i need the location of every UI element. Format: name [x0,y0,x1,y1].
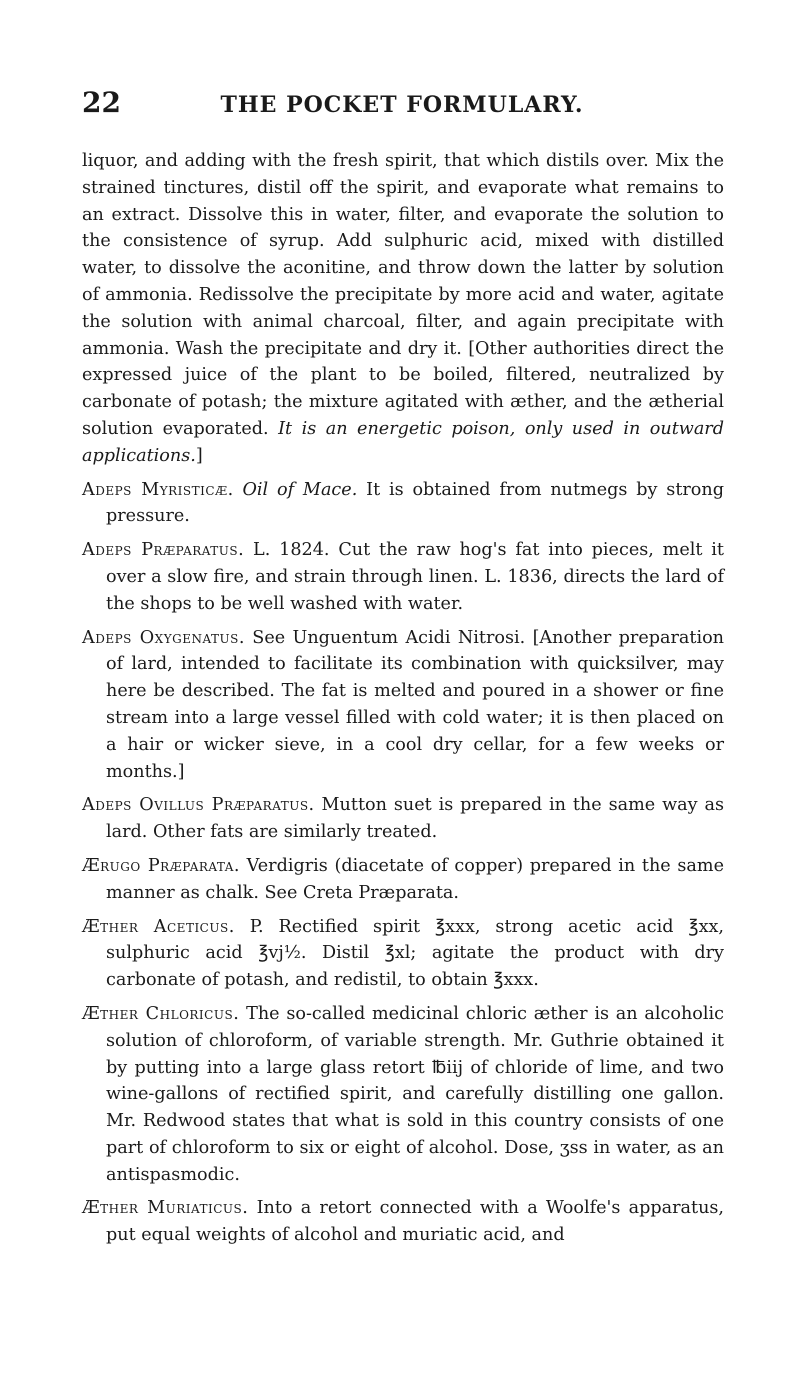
entry-adeps-ovillus [82,792,724,846]
entry-text: L. 1824. Cut the raw hog's fat into pieces, melt it over a slow fire, and strain through linen. L. 1836, directs the lard of the shops to be well washed with water. [106,540,725,614]
entry-head: Adeps Præparatus. [82,540,245,561]
body-text [82,148,724,1256]
entry-text: See Unguentum Acidi Nitrosi. [Another preparation of lard, intended to facilitate its combination with quicksilver, may here be described. The fat is melted and poured in a shower or fine stream into a large vessel filled with cold water; it is then placed on a hair or wicker sieve, in a cool dry cellar, for a few weeks or months.] [106,627,724,782]
entry-head: Ærugo Præparata. [82,855,241,876]
entry-text: P. Rectified spirit ℥xxx, strong acetic acid ℥xx, sulphuric acid ℥vj½. Distil ℥xl; agitate the product with dry carbonate of potash, and redistil, to obtain ℥xxx. [106,916,725,991]
entry-italic: Oil of Mace. [242,479,358,500]
entry-head: Æther Muriaticus. [82,1198,249,1219]
entry-head: Æther Aceticus. [82,916,235,937]
entry-text: It is obtained from nutmegs by strong pressure. [106,479,724,527]
entry-head: Æther Chloricus. [82,1003,240,1024]
intro-paragraph [82,148,724,470]
entry-text: The so-called medicinal chloric æther is an alcoholic solution of chloroform, of variable strength. Mr. Guthrie obtained it by putting into a large glass retort ℔iij of chloride of lime, and two wine-gallons of rectified spirit, and carefully distilling one gallon. Mr. Redwood states that what is sold in this country consists of one part of chloroform to six or eight of alcohol. Dose, ʒss in water, as an antispasmodic. [106,1003,725,1185]
intro-italic: It is an energetic poison, only used in outward applications. [82,418,724,466]
entry-head: Adeps Myristicæ. [82,479,234,500]
entry-aether-muriaticus [82,1195,724,1249]
page-number: 22 [82,86,121,119]
entry-adeps-oxygenatus [82,625,724,786]
entry-head: Adeps Ovillus Præparatus. [82,795,315,816]
entry-adeps-myristicae [82,477,724,531]
entry-aether-chloricus [82,1001,724,1189]
entry-text: Into a retort connected with a Woolfe's apparatus, put equal weights of alcohol and muriatic acid, and [106,1198,725,1246]
running-title: THE POCKET FORMULARY. [220,92,584,118]
intro-text: liquor, and adding with the fresh spirit, that which distils over. Mix the strained tinctures, distil off the spirit, and evaporate what remains to an extract. Dissolve this in water, filter, and evaporate the solution to the consistence of syrup. Add sulphuric acid, mixed with distilled water, to dissolve the aconitine, and throw down the latter by solution of ammonia. Redissolve the precipitate by more acid and water, agitate the solution with animal charcoal, filter, and again precipitate with ammonia. Wash the precipitate and dry it. [Other authorities direct the expressed juice of the plant to be boiled, filtered, neutralized by carbonate of potash; the mixture agitated with æther, and the ætherial solution evaporated. [82,151,724,439]
entry-text: Mutton suet is prepared in the same way as lard. Other fats are similarly treated. [106,795,724,843]
page-header [82,88,722,118]
entry-aether-aceticus [82,914,724,994]
entry-text: Verdigris (diacetate of copper) prepared in the same manner as chalk. See Creta Præparata. [106,855,724,903]
entry-aerugo-praeparata [82,853,724,907]
entry-head: Adeps Oxygenatus. [82,627,245,648]
intro-close: ] [195,445,203,466]
entry-adeps-praeparatus [82,537,724,617]
